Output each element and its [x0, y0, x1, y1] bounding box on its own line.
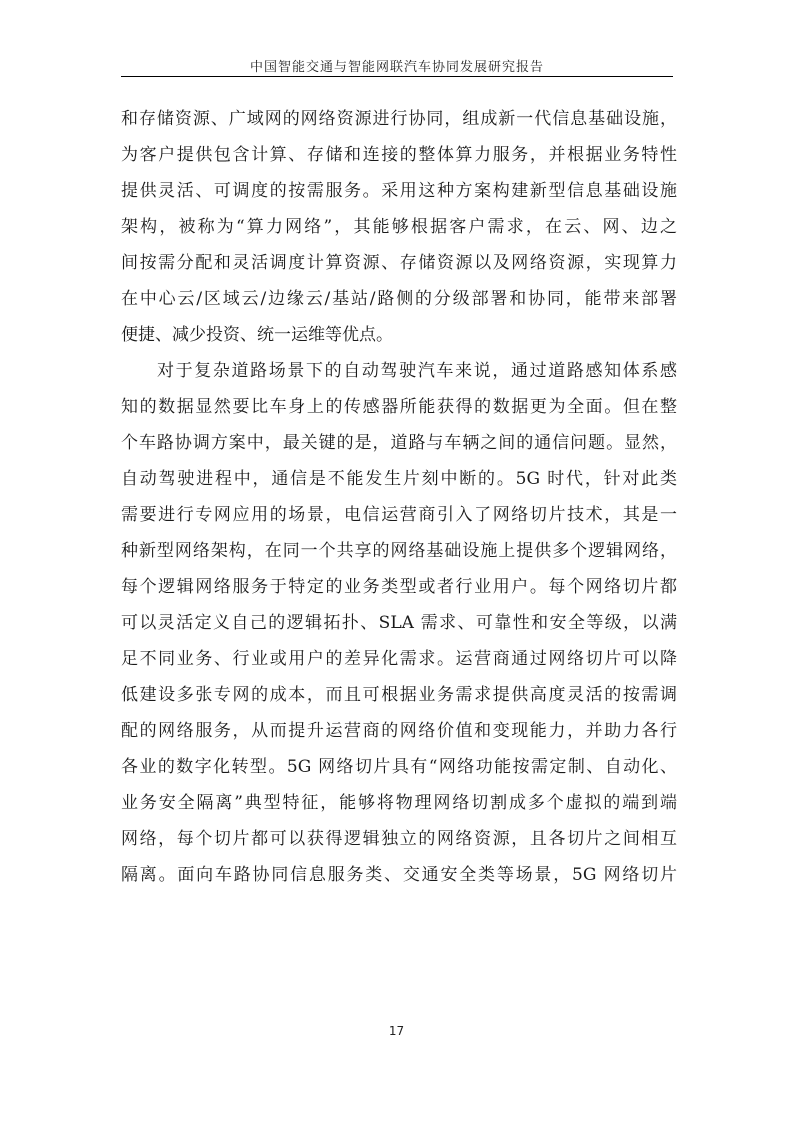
text-line: 在中心云/区域云/边缘云/基站/路侧的分级部署和协同，能带来部署 [121, 289, 677, 309]
text-line: 自动驾驶进程中，通信是不能发生片刻中断的。5G 时代，针对此类 [121, 469, 677, 489]
text-line: 网络，每个切片都可以获得逻辑独立的网络资源，且各切片之间相互 [121, 829, 677, 849]
text-line: 各业的数字化转型。5G 网络切片具有“网络功能按需定制、自动化、 [121, 757, 677, 777]
text-line: 每个逻辑网络服务于特定的业务类型或者行业用户。每个网络切片都 [121, 577, 677, 597]
text-line: 对于复杂道路场景下的自动驾驶汽车来说，通过道路感知体系感 [157, 361, 677, 381]
text-line: 足不同业务、行业或用户的差异化需求。运营商通过网络切片可以降 [121, 649, 677, 669]
text-line: 配的网络服务，从而提升运营商的网络价值和变现能力，并助力各行 [121, 721, 677, 741]
text-line: 可以灵活定义自己的逻辑拓扑、SLA 需求、可靠性和安全等级，以满 [121, 613, 677, 633]
text-line: 业务安全隔离”典型特征，能够将物理网络切割成多个虚拟的端到端 [121, 793, 677, 813]
text-line: 需要进行专网应用的场景，电信运营商引入了网络切片技术，其是一 [121, 505, 677, 525]
paragraph-2 [121, 353, 677, 893]
body-text [121, 101, 677, 893]
text-line: 为客户提供包含计算、存储和连接的整体算力服务，并根据业务特性 [121, 145, 677, 165]
text-line: 隔离。面向车路协同信息服务类、交通安全类等场景，5G 网络切片 [121, 865, 677, 885]
text-line: 提供灵活、可调度的按需服务。采用这种方案构建新型信息基础设施 [121, 181, 677, 201]
text-line: 低建设多张专网的成本，而且可根据业务需求提供高度灵活的按需调 [121, 685, 677, 705]
page-number: 17 [388, 1024, 405, 1038]
text-line: 种新型网络架构，在同一个共享的网络基础设施上提供多个逻辑网络， [121, 541, 677, 561]
paragraph-1 [121, 101, 677, 353]
page-header-title: 中国智能交通与智能网联汽车协同发展研究报告 [249, 60, 544, 75]
header-divider [121, 76, 673, 77]
text-line: 个车路协调方案中，最关键的是，道路与车辆之间的通信问题。显然， [121, 433, 677, 453]
text-line: 和存储资源、广域网的网络资源进行协同，组成新一代信息基础设施， [121, 109, 677, 129]
text-line: 架构，被称为“算力网络”，其能够根据客户需求，在云、网、边之 [121, 217, 677, 237]
text-line: 知的数据显然要比车身上的传感器所能获得的数据更为全面。但在整 [121, 397, 677, 417]
text-line: 便捷、减少投资、统一运维等优点。 [121, 325, 393, 345]
text-line: 间按需分配和灵活调度计算资源、存储资源以及网络资源，实现算力 [121, 253, 677, 273]
